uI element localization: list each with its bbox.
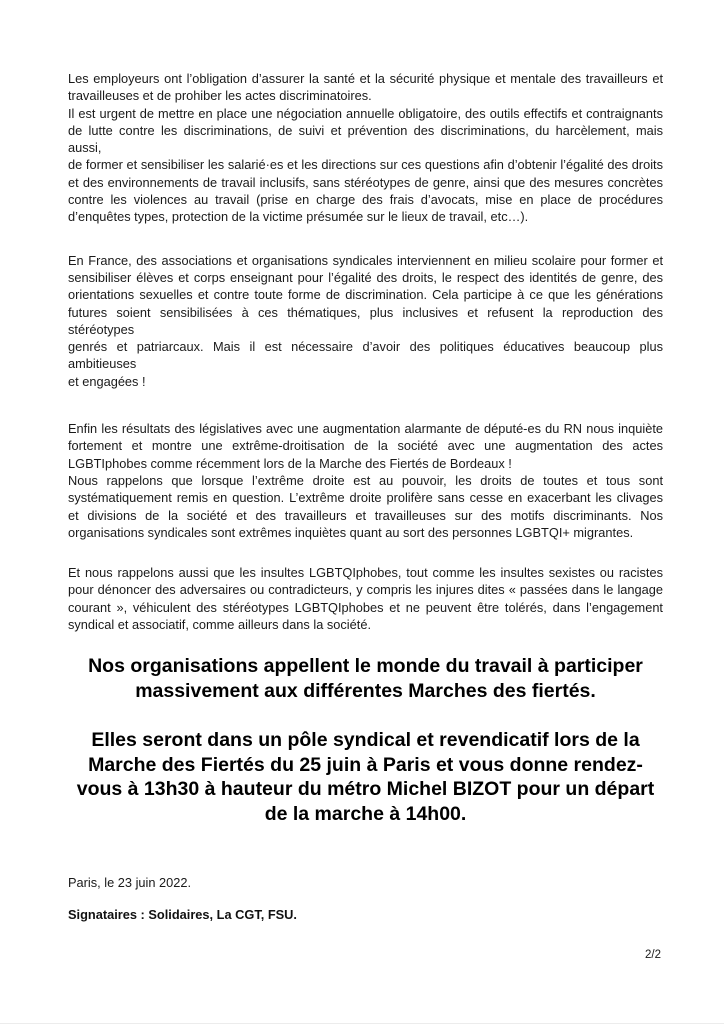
text-line: Marche des Fiertés du 25 juin à Paris et vous donne rendez-	[88, 753, 643, 776]
text-line: de la marche à 14h00.	[264, 802, 467, 825]
text-line: Nous rappelons que lorsque l’extrême droite est au pouvoir, les droits de toutes et tous sont	[68, 472, 663, 488]
text-line: fortement et montre une extrême-droitisation de la société avec une augmentation des actes	[68, 438, 663, 454]
paragraph-school-associations	[68, 252, 663, 390]
text-line: et engagées !	[68, 373, 146, 389]
text-line: syndical et associatif, comme ailleurs dans la société.	[68, 617, 371, 633]
text-line: Enfin les résultats des législatives avec une augmentation alarmante de député-es du RN nous inquiète	[68, 421, 663, 437]
text-line: et des environnements de travail inclusifs, sans stéréotypes de genre, ainsi que des mesures concrètes	[68, 174, 663, 190]
text-line: Et nous rappelons aussi que les insultes LGBTQIphobes, tout comme les insultes sexistes ou racistes	[68, 565, 663, 581]
text-line: futures soient sensibilisées à ces thématiques, plus inclusives et refusent la reproduction des stéréotypes	[68, 304, 663, 337]
text-line: organisations syndicales sont extrêmes inquiètes quant au sort des personnes LGBTQI+ migrantes.	[68, 524, 634, 540]
text-line: massivement aux différentes Marches des fiertés.	[135, 679, 596, 702]
page-number: 2/2	[645, 949, 661, 961]
text-line: de former et sensibiliser les salarié·es et les directions sur ces questions afin d’obtenir l’égalité des droits	[68, 157, 663, 173]
paragraph-insults-not-tolerated	[68, 564, 663, 633]
paragraph-urgent-negotiation	[68, 105, 663, 226]
text-line: d’enquêtes types, protection de la victime présumée sur le lieux de travail, etc…).	[68, 209, 529, 225]
text-line: travailleuses et de prohiber les actes discriminatoires.	[68, 88, 372, 104]
text-line: pour dénoncer des adversaires ou contradicteurs, y compris les injures dites « passées dans le langage	[68, 582, 663, 598]
headline-paris-march-details	[68, 728, 663, 826]
text-line: Les employeurs ont l’obligation d’assurer la santé et la sécurité physique et mentale des travailleurs et	[68, 71, 663, 86]
text-line: et divisions de la société et des travailleurs et travailleuses sur des motifs discriminants. Nos	[68, 507, 663, 523]
text-line: de lutte contre les discriminations, de suivi et prévention des discriminations, du harcèlement, mais aussi,	[68, 122, 663, 156]
text-line: contre les violences au travail (prise en charge des frais d’avocats, mise en place de procédures	[68, 192, 663, 208]
text-line: Il est urgent de mettre en place une négociation annuelle obligatoire, des outils effectifs et contraignants	[68, 105, 663, 121]
paragraph-employers-obligation	[68, 70, 663, 105]
paragraph-legislative-results	[68, 420, 663, 472]
date-line: Paris, le 23 juin 2022.	[68, 875, 192, 891]
signatories-line: Signataires : Solidaires, La CGT, FSU.	[68, 906, 297, 922]
text-line: courant », véhiculent des stéréotypes LGBTQIphobes et ne peuvent être tolérés, dans l’engagement	[68, 599, 663, 615]
text-line: En France, des associations et organisations syndicales interviennent en milieu scolaire pour former et	[68, 252, 663, 268]
text-line: vous à 13h30 à hauteur du métro Michel BIZOT pour un départ	[76, 778, 655, 801]
text-line: systématiquement remis en question. L’extrême droite prolifère sans cesse en exacerbant les clivages	[68, 490, 663, 506]
text-line: sensibiliser élèves et corps enseignant pour l’égalité des droits, le respect des identités de genre, des	[68, 269, 663, 285]
text-line: orientations sexuelles et contre toute forme de discrimination. Cela participe à ce que les générations	[68, 287, 663, 303]
text-line: LGBTIphobes comme récemment lors de la Marche des Fiertés de Bordeaux !	[68, 455, 512, 471]
paragraph-far-right-warning	[68, 472, 663, 541]
text-line: genrés et patriarcaux. Mais il est nécessaire d’avoir des politiques éducatives beaucoup plus ambitieuses	[68, 339, 663, 372]
text-line: Nos organisations appellent le monde du travail à participer	[88, 655, 643, 678]
headline-call-to-marches	[68, 654, 663, 703]
document-content	[68, 70, 663, 923]
text-line: Elles seront dans un pôle syndical et revendicatif lors de la	[91, 729, 640, 752]
